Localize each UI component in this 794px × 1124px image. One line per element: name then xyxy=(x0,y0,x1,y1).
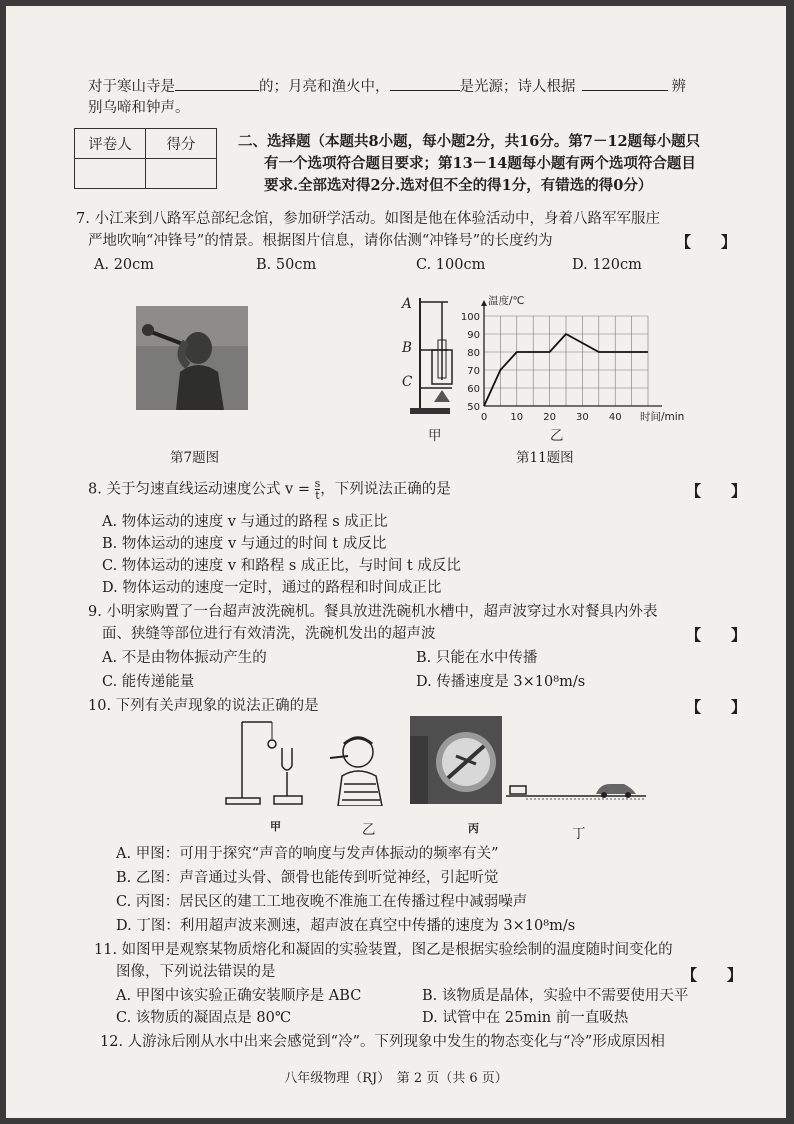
q7-option-b[interactable]: B. 50cm xyxy=(256,257,317,273)
q8-option-d[interactable]: D. 物体运动的速度一定时，通过的路程和时间成正比 xyxy=(102,580,442,596)
q10-ding-label: 丁 xyxy=(572,826,586,842)
fig11-label-c: C xyxy=(402,374,413,390)
q10-jia-label: 甲 xyxy=(270,820,281,833)
q7-option-a[interactable]: A. 20cm xyxy=(94,257,155,273)
section-title-3: 要求.全部选对得2分.选对但不全的得1分，有错选的得0分） xyxy=(264,177,653,194)
fig11-jia-label: 甲 xyxy=(428,428,442,444)
fraction-numerator: s xyxy=(314,477,321,490)
q10-fig-bing-sign xyxy=(410,716,502,804)
q8-option-c[interactable]: C. 物体运动的速度 v 和路程 s 成正比，与时间 t 成反比 xyxy=(102,558,461,574)
q11-answer-bracket[interactable]: 【 】 xyxy=(682,966,743,984)
q10-answer-bracket[interactable]: 【 】 xyxy=(686,698,747,716)
q10-yi-label: 乙 xyxy=(362,822,376,838)
chart-svg xyxy=(454,276,704,436)
text: ，下列说法正确的是 xyxy=(320,481,451,498)
q11-stem-1: 11. 如图甲是观察某物质熔化和凝固的实验装置，图乙是根据实验绘制的温度随时间变化的 xyxy=(94,942,673,958)
q9-answer-bracket[interactable]: 【 】 xyxy=(686,626,747,644)
fill-in-line-1 xyxy=(88,76,686,97)
q11-option-c[interactable]: C. 该物质的凝固点是 80℃ xyxy=(116,1010,292,1026)
y-axis-arrow xyxy=(481,300,487,306)
q8-stem xyxy=(88,478,451,501)
y-axis-label: 温度/℃ xyxy=(488,295,525,307)
exam-page xyxy=(6,6,786,1118)
q11-option-a[interactable]: A. 甲图中该实验正确安装顺序是 ABC xyxy=(116,988,362,1004)
fig11-label-a: A xyxy=(402,296,412,312)
score-cell[interactable] xyxy=(146,159,217,189)
y-tick-label: 50 xyxy=(467,402,480,413)
q10-option-a[interactable]: A. 甲图：可用于探究“声音的响度与发声体振动的频率有关” xyxy=(116,846,499,862)
q11-option-b[interactable]: B. 该物质是晶体，实验中不需要使用天平 xyxy=(422,988,689,1004)
blank-2[interactable] xyxy=(390,76,460,91)
q8-option-a[interactable]: A. 物体运动的速度 v 与通过的路程 s 成正比 xyxy=(102,514,388,530)
q7-answer-bracket[interactable]: 【 】 xyxy=(676,233,737,251)
grader-header: 评卷人 xyxy=(75,129,146,159)
blank-3[interactable] xyxy=(582,76,668,91)
section-title-2: 有一个选项符合题目要求；第13－14题每小题有两个选项符合题目 xyxy=(264,155,696,172)
q10-option-d[interactable]: D. 丁图：利用超声波来测速，超声波在真空中传播的速度为 3×10⁸m/s xyxy=(116,918,576,934)
x-tick-label: 0 xyxy=(480,412,488,423)
y-tick-label: 90 xyxy=(467,330,480,341)
q10-stem: 10. 下列有关声现象的说法正确的是 xyxy=(88,698,319,714)
q10-fig-ding-car xyxy=(506,776,646,804)
x-tick-label: 10 xyxy=(510,412,524,423)
fig11-temperature-chart xyxy=(454,276,704,436)
page-footer: 八年级物理（RJ） 第 2 页（共 6 页） xyxy=(284,1071,508,1086)
y-tick-label: 60 xyxy=(467,384,480,395)
fig11-yi-label: 乙 xyxy=(550,428,564,444)
grader-cell[interactable] xyxy=(75,159,146,189)
q10-fig-jia-tuning-fork xyxy=(218,718,308,808)
y-tick-label: 80 xyxy=(467,348,480,359)
q9-stem-2: 面、狭缝等部位进行有效清洗，洗碗机发出的超声波 xyxy=(102,626,436,642)
text: 是光源；诗人根据 xyxy=(459,79,576,95)
q10-option-c[interactable]: C. 丙图：居民区的建工工地夜晚不准施工在传播过程中减弱噪声 xyxy=(116,894,528,910)
q8-option-b[interactable]: B. 物体运动的速度 v 与通过的时间 t 成反比 xyxy=(102,536,387,552)
x-tick-label: 30 xyxy=(576,412,589,423)
q7-option-d[interactable]: D. 120cm xyxy=(572,257,642,273)
q7-stem-2: 严地吹响“冲锋号”的情景。根据图片信息，请你估测“冲锋号”的长度约为 xyxy=(88,233,553,249)
text: 8. 关于匀速直线运动速度公式 v = xyxy=(88,481,311,498)
q12-stem-1: 12. 人游泳后刚从水中出来会感觉到“冷”。下列现象中发生的物态变化与“冷”形成原因相 xyxy=(100,1034,665,1050)
score-header: 得分 xyxy=(146,129,217,159)
text: 辨 xyxy=(671,79,686,95)
y-tick-label: 100 xyxy=(460,312,480,323)
q9-option-d[interactable]: D. 传播速度是 3×10⁸m/s xyxy=(416,674,586,690)
x-tick-label: 20 xyxy=(543,412,556,423)
fig11-label-b: B xyxy=(402,340,412,356)
section-title-1: 二、选择题（本题共8小题，每小题2分，共16分。第7－12题每小题只 xyxy=(238,133,701,150)
blank-1[interactable] xyxy=(175,76,259,91)
q7-bugler-photo xyxy=(136,306,248,410)
x-axis-label: 时间/min xyxy=(640,411,685,423)
q9-stem-1: 9. 小明家购置了一台超声波洗碗机。餐具放进洗碗机水槽中，超声波穿过水对餐具内外表 xyxy=(88,604,658,620)
q7-option-c[interactable]: C. 100cm xyxy=(416,257,486,273)
q10-option-b[interactable]: B. 乙图：声音通过头骨、颌骨也能传到听觉神经，引起听觉 xyxy=(116,870,499,886)
q7-stem-1: 7. 小江来到八路军总部纪念馆，参加研学活动。如图是他在体验活动中，身着八路军军服庄 xyxy=(76,211,660,227)
score-table xyxy=(74,128,217,189)
fill-in-line-2: 别乌啼和钟声。 xyxy=(88,100,190,116)
fraction-denominator: t xyxy=(315,489,320,502)
text: 的；月亮和渔火中， xyxy=(259,79,390,95)
y-tick-label: 70 xyxy=(467,366,480,377)
text: 对于寒山寺是 xyxy=(88,79,175,95)
q9-option-c[interactable]: C. 能传递能量 xyxy=(102,674,195,690)
q11-stem-2: 图像，下列说法错误的是 xyxy=(116,964,276,980)
q9-option-b[interactable]: B. 只能在水中传播 xyxy=(416,650,538,666)
q11-option-d[interactable]: D. 试管中在 25min 前一直吸热 xyxy=(422,1010,629,1026)
q9-option-a[interactable]: A. 不是由物体振动产生的 xyxy=(102,650,267,666)
q10-bing-label: 丙 xyxy=(468,822,479,835)
q7-caption: 第7题图 xyxy=(170,450,220,466)
q8-answer-bracket[interactable]: 【 】 xyxy=(686,482,747,500)
q11-caption: 第11题图 xyxy=(516,450,574,466)
x-tick-label: 40 xyxy=(608,412,622,423)
q10-fig-yi-boy xyxy=(324,730,396,806)
